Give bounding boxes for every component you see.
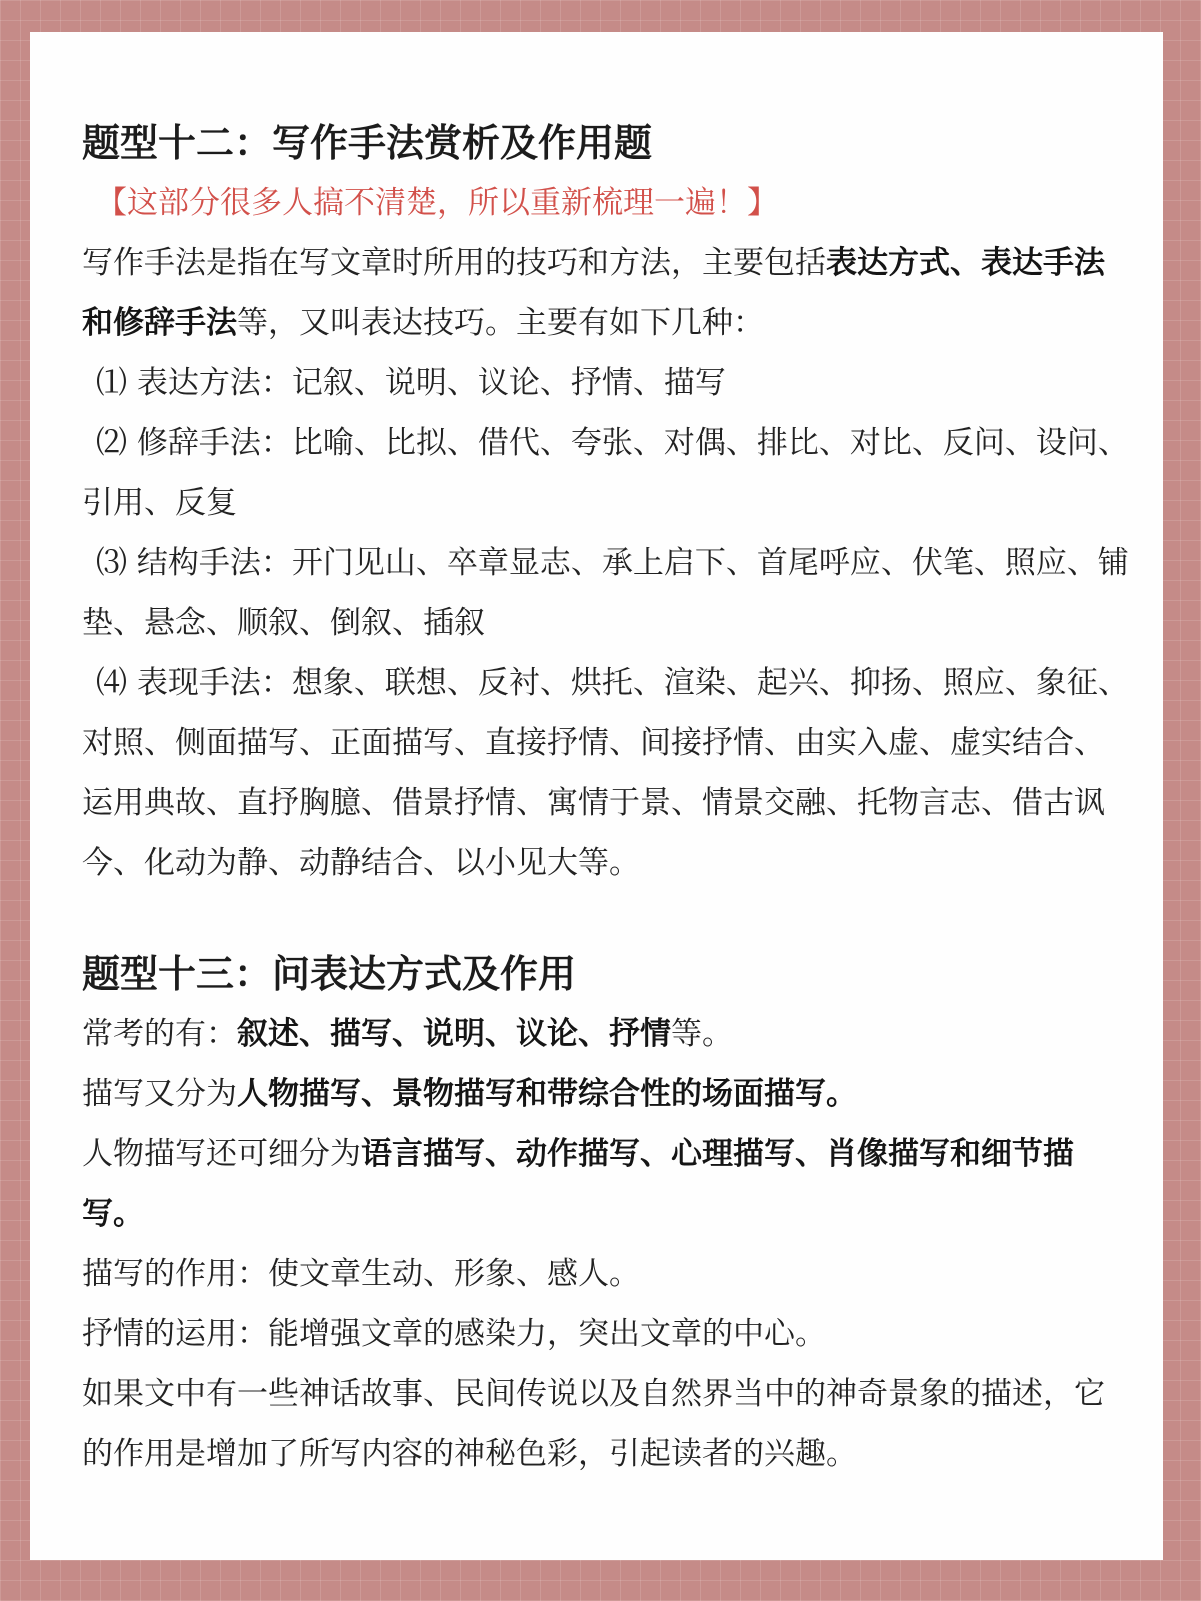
bold-text: 语言描写、动作描写、心理描写、肖像描写和细节描写。 [82, 1136, 1074, 1232]
intro-bold: 表达方式、表达手法和修辞手法 [82, 245, 1105, 341]
section-12-intro [82, 233, 1132, 353]
text: 描写又分为 [82, 1076, 237, 1112]
list-item-4: ⑷ 表现手法：想象、联想、反衬、烘托、渲染、起兴、抑扬、照应、象征、对照、侧面描写、正面描写、直接抒情、间接抒情、由实入虚、虚实结合、运用典故、直抒胸臆、借景抒情、寓情于景、情景交融、托物言志、借古讽今、化动为静、动静结合、以小见大等。 [82, 665, 1129, 881]
list-item-1: ⑴ 表达方法：记叙、说明、议论、抒情、描写 [96, 365, 726, 401]
bold-text: 叙述、描写、说明、议论、抒情 [237, 1016, 671, 1052]
text: 人物描写还可细分为 [82, 1136, 361, 1172]
content-card [30, 32, 1163, 1560]
line-description-effect: 描写的作用：使文章生动、形象、感人。 [82, 1256, 640, 1292]
list-item-2: ⑵ 修辞手法：比喻、比拟、借代、夸张、对偶、排比、对比、反问、设问、引用、反复 [82, 425, 1129, 521]
line-myth-effect: 如果文中有一些神话故事、民间传说以及自然界当中的神奇景象的描述，它的作用是增加了所写内容的神秘色彩，引起读者的兴趣。 [82, 1376, 1105, 1472]
line-exam-types [82, 1004, 1132, 1064]
text: 等。 [671, 1016, 733, 1052]
section-12-title: 题型十二：写作手法赏析及作用题 [82, 121, 653, 165]
intro-text-a: 写作手法是指在写文章时所用的技巧和方法，主要包括 [82, 245, 826, 281]
section-13-title: 题型十三：问表达方式及作用 [82, 952, 577, 996]
intro-text-c: 等，又叫表达技巧。主要有如下几种： [237, 305, 764, 341]
line-lyric-effect: 抒情的运用：能增强文章的感染力，突出文章的中心。 [82, 1316, 826, 1352]
section-gap [82, 893, 1163, 949]
bold-text: 人物描写、景物描写和带综合性的场面描写。 [237, 1076, 857, 1112]
list-item-3: ⑶ 结构手法：开门见山、卒章显志、承上启下、首尾呼应、伏笔、照应、铺垫、悬念、顺叙、倒叙、插叙 [82, 545, 1129, 641]
text: 常考的有： [82, 1016, 237, 1052]
line-character-description [82, 1124, 1132, 1244]
section-12-note: 【这部分很多人搞不清楚，所以重新梳理一遍！】 [96, 185, 778, 221]
line-description-types [82, 1064, 1132, 1124]
